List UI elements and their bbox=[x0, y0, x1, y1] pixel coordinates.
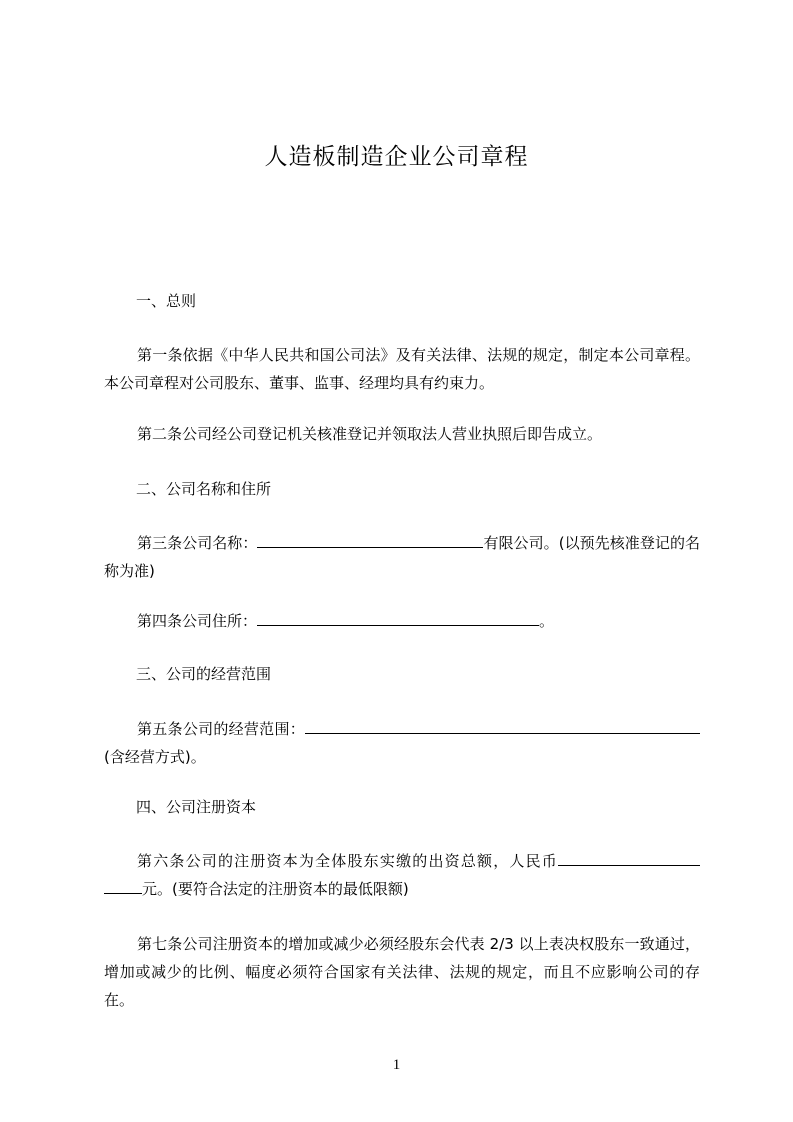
article-6-prefix: 第六条公司的注册资本为全体股东实缴的出资总额，人民币 bbox=[137, 852, 558, 870]
article-6 bbox=[104, 847, 700, 903]
section-heading-business-scope: 三、公司的经营范围 bbox=[136, 665, 272, 683]
article-6-suffix: 元。(要符合法定的注册资本的最低限额) bbox=[142, 880, 409, 898]
article-5-suffix: (含经营方式)。 bbox=[104, 748, 206, 766]
capital-amount-blank-1 bbox=[558, 851, 700, 866]
article-3-suffix: 有限公司。(以预先核准登记的名称为准) bbox=[104, 534, 700, 580]
article-3 bbox=[104, 529, 700, 585]
article-5-prefix: 第五条公司的经营范围： bbox=[137, 720, 305, 738]
article-2: 第二条公司经公司登记机关核准登记并领取法人营业执照后即告成立。 bbox=[137, 425, 603, 443]
article-5 bbox=[104, 715, 700, 771]
capital-amount-blank-2 bbox=[104, 879, 142, 894]
article-4-prefix: 第四条公司住所： bbox=[137, 612, 258, 630]
section-heading-name-address: 二、公司名称和住所 bbox=[136, 480, 272, 498]
document-title: 人造板制造企业公司章程 bbox=[264, 144, 529, 170]
article-4 bbox=[104, 607, 700, 635]
business-scope-blank-1 bbox=[305, 719, 690, 734]
article-1: 第一条依据《中华人民共和国公司法》及有关法律、法规的规定，制定本公司章程。本公司章程对公司股东、董事、监事、经理均具有约束力。 bbox=[104, 346, 700, 392]
article-3-prefix: 第三条公司名称： bbox=[137, 534, 258, 552]
article-4-suffix: 。 bbox=[539, 612, 555, 630]
company-name-blank bbox=[257, 533, 483, 548]
page-number: 1 bbox=[392, 1057, 401, 1073]
section-heading-registered-capital: 四、公司注册资本 bbox=[136, 798, 257, 816]
business-scope-blank-2 bbox=[690, 719, 700, 734]
article-7: 第七条公司注册资本的增加或减少必须经股东会代表 2/3 以上表决权股东一致通过，增加或减少的比例、幅度必须符合国家有关法律、法规的规定，而且不应影响公司的存在。 bbox=[104, 935, 700, 1009]
section-heading-general: 一、总则 bbox=[136, 292, 197, 310]
company-address-blank bbox=[257, 611, 539, 626]
